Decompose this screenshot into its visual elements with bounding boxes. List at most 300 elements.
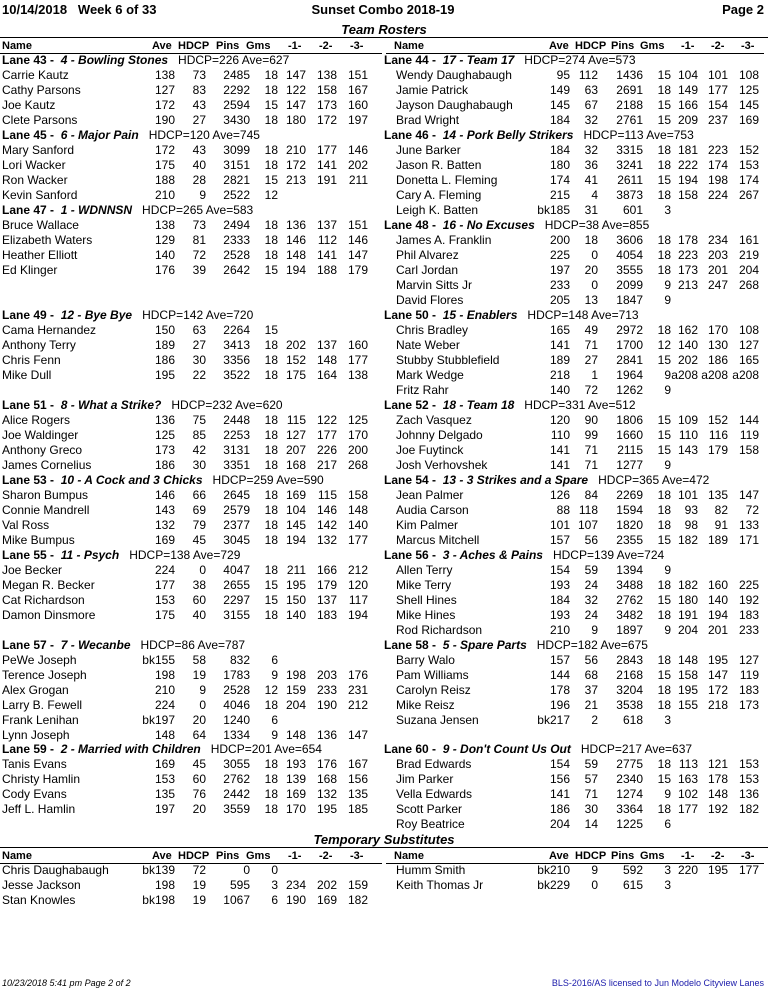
player-gms: 15 (657, 113, 671, 127)
player-row (0, 893, 382, 908)
player-name: Nate Weber (396, 338, 460, 352)
player-name: Mike Dull (2, 368, 52, 382)
player-pins: 2775 (616, 757, 643, 771)
player-g3: 119 (739, 428, 759, 442)
player-gms: 18 (264, 353, 278, 367)
lane-number: Lane 55 - (2, 548, 55, 562)
player-pins: 0 (243, 863, 250, 877)
player-ave: 149 (549, 83, 570, 97)
player-pins: 4047 (223, 563, 250, 577)
player-row (0, 533, 382, 548)
player-g1: 190 (285, 893, 306, 907)
player-g1: 155 (677, 698, 698, 712)
player-row (0, 713, 382, 728)
player-g1: 209 (677, 113, 698, 127)
player-g2: 132 (316, 533, 337, 547)
player-ave: 141 (549, 787, 570, 801)
player-hdcp: 45 (192, 533, 206, 547)
player-ave: 132 (154, 518, 175, 532)
column-header-left (0, 40, 382, 53)
player-pins: 1262 (616, 383, 643, 397)
player-gms: 15 (657, 443, 671, 457)
player-hdcp: 32 (584, 593, 598, 607)
player-g1: 213 (677, 278, 698, 292)
player-g2: 137 (316, 593, 337, 607)
lane-header (384, 53, 766, 68)
player-pins: 3315 (616, 143, 643, 157)
team-name: 4 - Bowling Stones (54, 53, 169, 67)
player-row (0, 878, 382, 893)
player-ave: 218 (549, 368, 570, 382)
player-g3: 182 (738, 802, 759, 816)
player-g3: 125 (738, 83, 759, 97)
player-g2: 137 (316, 338, 337, 352)
player-g3: 151 (347, 68, 368, 82)
player-hdcp: 0 (199, 698, 206, 712)
player-g3: 167 (347, 83, 368, 97)
player-name: James A. Franklin (396, 233, 492, 247)
player-g1: 207 (285, 443, 306, 457)
player-gms: 18 (264, 158, 278, 172)
player-pins: 3364 (616, 802, 643, 816)
player-name: Cat Richardson (2, 593, 85, 607)
player-gms: 18 (657, 188, 671, 202)
player-g3: 108 (738, 68, 759, 82)
player-hdcp: 24 (584, 578, 598, 592)
player-hdcp: 59 (584, 757, 598, 771)
team-stats: HDCP=331 Ave=512 (514, 398, 636, 412)
player-pins: 3241 (616, 158, 643, 172)
player-g1: 149 (677, 83, 698, 97)
player-name: Jeff L. Hamlin (2, 802, 76, 816)
player-g1: 162 (677, 323, 698, 337)
player-g1: 140 (285, 608, 306, 622)
lane-header (384, 548, 766, 563)
col-game3: -3- (350, 40, 364, 52)
player-hdcp: 20 (192, 802, 206, 816)
player-g3: 153 (738, 757, 759, 771)
player-ave: 215 (549, 188, 570, 202)
player-row (0, 683, 382, 698)
player-hdcp: 71 (584, 787, 598, 801)
col-name: Name (2, 40, 32, 52)
player-gms: 18 (264, 248, 278, 262)
player-row (384, 578, 766, 593)
player-ave: 169 (154, 533, 175, 547)
player-g2: 170 (707, 323, 728, 337)
player-row (0, 263, 382, 278)
lane-number: Lane 43 - (2, 53, 55, 67)
team-name: 3 - Aches & Pains (436, 548, 543, 562)
player-name: Alice Rogers (2, 413, 71, 427)
player-g2: 82 (714, 503, 728, 517)
player-g1: 166 (677, 98, 698, 112)
player-row (384, 428, 766, 443)
player-row (0, 593, 382, 608)
player-gms: 18 (264, 563, 278, 577)
player-g2: 247 (707, 278, 728, 292)
player-g2: 168 (316, 772, 337, 786)
col-hdcp: HDCP (178, 40, 210, 52)
team-stats: HDCP=120 Ave=745 (138, 128, 260, 142)
player-gms: 15 (264, 323, 278, 337)
player-g2: 237 (707, 113, 728, 127)
player-row (0, 772, 382, 787)
player-gms: 9 (271, 668, 278, 682)
player-pins: 1436 (616, 68, 643, 82)
player-pins: 3356 (223, 353, 250, 367)
player-name: Audia Carson (396, 503, 469, 517)
team-name: 11 - Psych (54, 548, 120, 562)
player-row (384, 368, 766, 383)
player-g2: 112 (317, 233, 337, 247)
player-row (384, 383, 766, 398)
lane-header (384, 308, 766, 323)
player-gms: 18 (657, 578, 671, 592)
player-g2: 141 (316, 158, 337, 172)
player-gms: 3 (664, 203, 671, 217)
player-name: Sharon Bumpus (2, 488, 89, 502)
player-name: Larry B. Fewell (2, 698, 83, 712)
player-hdcp: 32 (584, 143, 598, 157)
player-ave: 197 (154, 802, 175, 816)
player-gms: 18 (657, 143, 671, 157)
player-row (0, 158, 382, 173)
player-ave: 153 (154, 772, 175, 786)
col-gms: Gms (640, 850, 665, 862)
lane-header (384, 398, 766, 413)
player-row (384, 113, 766, 128)
player-g1: 181 (677, 143, 698, 157)
team-name: 9 - Don't Count Us Out (436, 742, 571, 756)
player-gms: 18 (264, 443, 278, 457)
player-g2: 122 (316, 413, 337, 427)
player-g1: 113 (678, 757, 698, 771)
player-name: Scott Parker (396, 802, 463, 816)
player-g3: 72 (745, 503, 759, 517)
player-name: Donetta L. Fleming (396, 173, 498, 187)
col-ave: Ave (152, 850, 172, 862)
player-pins: 2253 (223, 428, 250, 442)
player-hdcp: 31 (584, 203, 598, 217)
player-ave: 172 (154, 143, 175, 157)
player-g1: 211 (286, 563, 306, 577)
player-g1: 159 (285, 683, 306, 697)
player-name: Joe Becker (2, 563, 63, 577)
player-name: Val Ross (2, 518, 50, 532)
player-row (384, 278, 766, 293)
lane-number: Lane 54 - (384, 473, 437, 487)
player-g2: 203 (707, 248, 728, 262)
player-pins: 3351 (223, 458, 250, 472)
player-g3: 170 (347, 428, 368, 442)
player-pins: 1274 (616, 787, 643, 801)
player-pins: 2355 (616, 533, 643, 547)
player-g3: 167 (347, 757, 368, 771)
player-row (384, 683, 766, 698)
player-gms: 18 (264, 83, 278, 97)
player-g3: 202 (347, 158, 368, 172)
player-ave: 138 (154, 218, 175, 232)
player-row (0, 68, 382, 83)
player-pins: 3555 (616, 263, 643, 277)
player-name: David Flores (396, 293, 464, 307)
player-hdcp: 81 (192, 233, 206, 247)
player-gms: 18 (264, 772, 278, 786)
player-hdcp: 58 (192, 653, 206, 667)
player-g1: 172 (285, 158, 306, 172)
player-hdcp: 0 (591, 248, 598, 262)
player-name: Phil Alvarez (396, 248, 459, 262)
player-row (384, 98, 766, 113)
player-g2: 121 (707, 757, 728, 771)
player-g3: 160 (347, 98, 368, 112)
player-hdcp: 30 (584, 802, 598, 816)
player-row (384, 817, 766, 832)
player-g3: 119 (739, 668, 759, 682)
player-pins: 3482 (616, 608, 643, 622)
team-stats: HDCP=201 Ave=654 (200, 742, 322, 756)
player-g3: 204 (738, 263, 759, 277)
player-name: Lori Wacker (2, 158, 66, 172)
player-g3: 158 (738, 443, 759, 457)
player-ave: bk139 (142, 863, 175, 877)
player-pins: 2645 (223, 488, 250, 502)
player-g2: 176 (316, 757, 337, 771)
player-g2: 201 (707, 263, 728, 277)
player-ave: 180 (549, 158, 570, 172)
player-ave: 154 (549, 757, 570, 771)
col-pins: Pins (611, 850, 635, 862)
player-g3: 117 (348, 593, 368, 607)
player-row (384, 878, 766, 893)
player-hdcp: 27 (192, 113, 206, 127)
column-header-right (384, 40, 766, 53)
player-row (0, 173, 382, 188)
player-ave: 198 (154, 878, 175, 892)
player-g1: 213 (285, 173, 306, 187)
player-g3: 146 (347, 143, 368, 157)
temporary-substitutes-title: Temporary Substitutes (313, 832, 455, 847)
player-g2: 217 (316, 458, 337, 472)
player-g2: 233 (316, 683, 337, 697)
player-hdcp: 63 (192, 323, 206, 337)
player-g1: 170 (285, 802, 306, 816)
player-g2: 172 (707, 683, 728, 697)
player-hdcp: 72 (192, 863, 206, 877)
player-g2: 174 (707, 158, 728, 172)
player-g2: 132 (316, 787, 337, 801)
col-name: Name (394, 850, 424, 862)
player-g3: 233 (738, 623, 759, 637)
player-row (384, 68, 766, 83)
col-game1: -1- (681, 850, 695, 862)
player-g2: 91 (714, 518, 728, 532)
player-ave: 176 (154, 263, 175, 277)
player-gms: 18 (264, 428, 278, 442)
player-hdcp: 1 (591, 368, 598, 382)
team-stats: HDCP=38 Ave=855 (534, 218, 650, 232)
player-gms: 18 (264, 757, 278, 771)
player-g2: 137 (316, 218, 337, 232)
player-pins: 3488 (616, 578, 643, 592)
player-gms: 18 (657, 802, 671, 816)
player-pins: 2115 (617, 443, 643, 457)
player-name: Cathy Parsons (2, 83, 81, 97)
player-g1: 150 (285, 593, 306, 607)
player-row (0, 488, 382, 503)
player-g3: 268 (738, 278, 759, 292)
player-pins: 2594 (223, 98, 250, 112)
player-ave: 210 (154, 188, 175, 202)
player-g3: 147 (347, 728, 368, 742)
player-pins: 3099 (223, 143, 250, 157)
player-ave: 148 (154, 728, 175, 742)
player-ave: 157 (549, 533, 570, 547)
player-name: Carolyn Reisz (396, 683, 471, 697)
player-pins: 1277 (616, 458, 643, 472)
player-row (384, 143, 766, 158)
player-g2: 202 (316, 878, 337, 892)
col-ave: Ave (152, 40, 172, 52)
player-name: Rod Richardson (396, 623, 483, 637)
player-hdcp: 83 (192, 83, 206, 97)
team-stats: HDCP=86 Ave=787 (130, 638, 246, 652)
player-row (384, 518, 766, 533)
player-g3: 127 (738, 653, 759, 667)
player-hdcp: 49 (584, 323, 598, 337)
player-name: Keith Thomas Jr (396, 878, 484, 892)
player-row (384, 443, 766, 458)
player-pins: 2269 (616, 488, 643, 502)
player-g1: 175 (285, 368, 306, 382)
player-gms: 15 (657, 413, 671, 427)
col-game2: -2- (711, 40, 725, 52)
player-g2: 192 (707, 802, 728, 816)
player-gms: 12 (264, 188, 278, 202)
player-row (0, 668, 382, 683)
player-g1: 194 (677, 173, 698, 187)
team-name: 12 - Bye Bye (54, 308, 133, 322)
player-pins: 2494 (223, 218, 250, 232)
player-ave: 184 (549, 143, 570, 157)
player-name: Brad Edwards (396, 757, 472, 771)
player-hdcp: 9 (199, 188, 206, 202)
player-gms: 18 (657, 608, 671, 622)
player-g3: 148 (347, 503, 368, 517)
player-g2: 166 (316, 563, 337, 577)
player-pins: 2972 (616, 323, 643, 337)
player-g3: 153 (738, 158, 759, 172)
player-row (384, 698, 766, 713)
player-g2: 224 (707, 188, 728, 202)
player-gms: 18 (657, 653, 671, 667)
player-ave: 125 (154, 428, 175, 442)
player-name: Megan R. Becker (2, 578, 95, 592)
player-pins: 3873 (616, 188, 643, 202)
page-header (2, 2, 764, 18)
player-row (0, 218, 382, 233)
player-g1: 222 (677, 158, 698, 172)
player-row (0, 802, 382, 817)
player-name: Shell Hines (396, 593, 457, 607)
player-g3: 108 (738, 323, 759, 337)
lane-number: Lane 49 - (2, 308, 55, 322)
player-name: Joe Waldinger (2, 428, 79, 442)
player-name: Allen Terry (396, 563, 453, 577)
player-ave: 175 (154, 158, 175, 172)
player-g3: 146 (347, 233, 368, 247)
player-g2: 173 (316, 98, 337, 112)
player-g1: 146 (285, 233, 306, 247)
player-name: Tanis Evans (2, 757, 67, 771)
player-ave: bk198 (142, 893, 175, 907)
lane-header (2, 308, 384, 323)
player-name: Joe Kautz (2, 98, 56, 112)
player-hdcp: 90 (584, 413, 598, 427)
player-row (0, 233, 382, 248)
player-ave: 190 (154, 113, 175, 127)
player-gms: 12 (264, 683, 278, 697)
player-ave: 138 (154, 68, 175, 82)
col-gms: Gms (640, 40, 665, 52)
player-g2: a208 (701, 368, 728, 382)
lane-number: Lane 58 - (384, 638, 437, 652)
player-g3: 153 (738, 772, 759, 786)
lane-header (384, 473, 766, 488)
player-g2: 198 (707, 173, 728, 187)
player-g2: 147 (707, 668, 728, 682)
player-name: Barry Walo (396, 653, 455, 667)
player-g3: 200 (347, 443, 368, 457)
player-g3: 182 (347, 893, 368, 907)
team-stats: HDCP=113 Ave=753 (573, 128, 694, 142)
player-ave: 120 (549, 413, 570, 427)
player-g3: 135 (347, 787, 368, 801)
player-hdcp: 118 (578, 503, 598, 517)
player-g1: 202 (285, 338, 306, 352)
player-g3: 177 (738, 863, 759, 877)
player-ave: 145 (549, 98, 570, 112)
lane-header (2, 398, 384, 413)
player-hdcp: 39 (192, 263, 206, 277)
player-g3: 125 (347, 413, 368, 427)
player-row (0, 323, 382, 338)
player-g2: 169 (316, 893, 337, 907)
player-hdcp: 57 (584, 772, 598, 786)
player-hdcp: 63 (584, 83, 598, 97)
player-ave: 188 (154, 173, 175, 187)
player-row (0, 353, 382, 368)
player-hdcp: 85 (192, 428, 206, 442)
player-pins: 3606 (616, 233, 643, 247)
player-g1: 195 (285, 578, 306, 592)
player-g3: 171 (738, 533, 759, 547)
player-ave: 165 (549, 323, 570, 337)
team-stats: HDCP=142 Ave=720 (132, 308, 254, 322)
player-hdcp: 73 (192, 68, 206, 82)
team-stats: HDCP=274 Ave=573 (514, 53, 636, 67)
player-gms: 3 (271, 878, 278, 892)
player-g1: 169 (285, 488, 306, 502)
player-name: Leigh K. Batten (396, 203, 479, 217)
player-g2: 160 (707, 578, 728, 592)
team-name: 7 - Wecanbe (54, 638, 131, 652)
player-name: Cody Evans (2, 787, 67, 801)
player-row (0, 143, 382, 158)
player-name: Josh Verhovshek (396, 458, 488, 472)
lane-header (384, 218, 766, 233)
